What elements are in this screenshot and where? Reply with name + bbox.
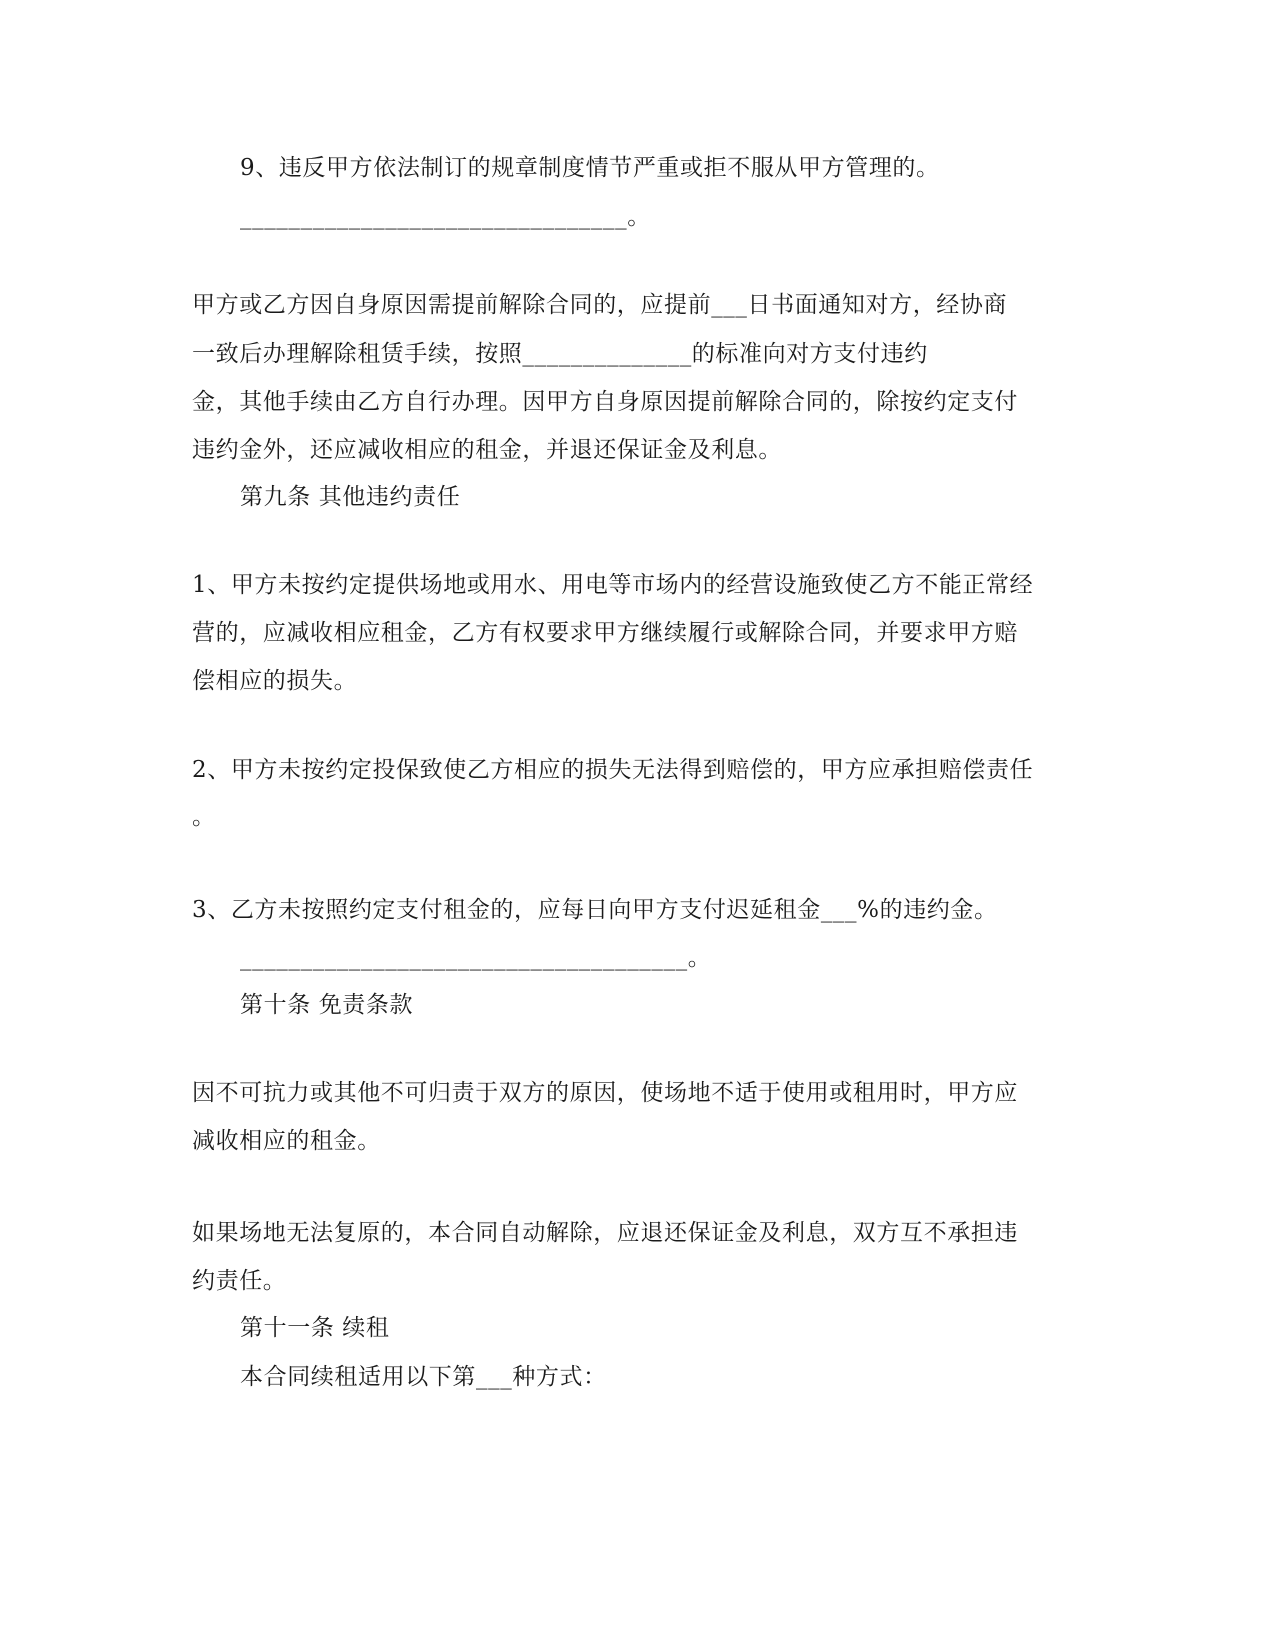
blank-line-2: _____________________________________。 [240, 945, 712, 971]
paragraph-line: 减收相应的租金。 [192, 1128, 381, 1154]
paragraph-line: 甲方或乙方因自身原因需提前解除合同的，应提前___日书面通知对方，经协商 [192, 292, 1008, 318]
paragraph-line: 一致后办理解除租赁手续，按照______________的标准向对方支付违约 [192, 341, 928, 367]
item-9: 9、违反甲方依法制订的规章制度情节严重或拒不服从甲方管理的。 [240, 155, 940, 181]
paragraph-line: 因不可抗力或其他不可归责于双方的原因，使场地不适于使用或租用时，甲方应 [192, 1080, 1018, 1106]
paragraph-line: 2、甲方未按约定投保致使乙方相应的损失无法得到赔偿的，甲方应承担赔偿责任 [192, 757, 1034, 783]
paragraph-line: 。 [192, 804, 216, 830]
item-3: 3、乙方未按照约定支付租金的，应每日向甲方支付迟延租金___%的违约金。 [192, 897, 998, 923]
paragraph-line: 金，其他手续由乙方自行办理。因甲方自身原因提前解除合同的，除按约定支付 [192, 389, 1018, 415]
blank-line-1: ________________________________。 [240, 204, 651, 230]
paragraph-line: 1、甲方未按约定提供场地或用水、用电等市场内的经营设施致使乙方不能正常经 [192, 572, 1034, 598]
article-9-title: 第九条 其他违约责任 [240, 484, 461, 510]
article-11-title: 第十一条 续租 [240, 1315, 390, 1341]
paragraph-line: 违约金外，还应减收相应的租金，并退还保证金及利息。 [192, 437, 782, 463]
paragraph-line: 营的，应减收相应租金，乙方有权要求甲方继续履行或解除合同，并要求甲方赔 [192, 620, 1018, 646]
paragraph-line: 如果场地无法复原的，本合同自动解除，应退还保证金及利息，双方互不承担违 [192, 1220, 1018, 1246]
article-10-title: 第十条 免责条款 [240, 992, 414, 1018]
renewal-clause: 本合同续租适用以下第___种方式： [240, 1364, 607, 1390]
paragraph-line: 偿相应的损失。 [192, 668, 358, 694]
paragraph-line: 约责任。 [192, 1268, 287, 1294]
